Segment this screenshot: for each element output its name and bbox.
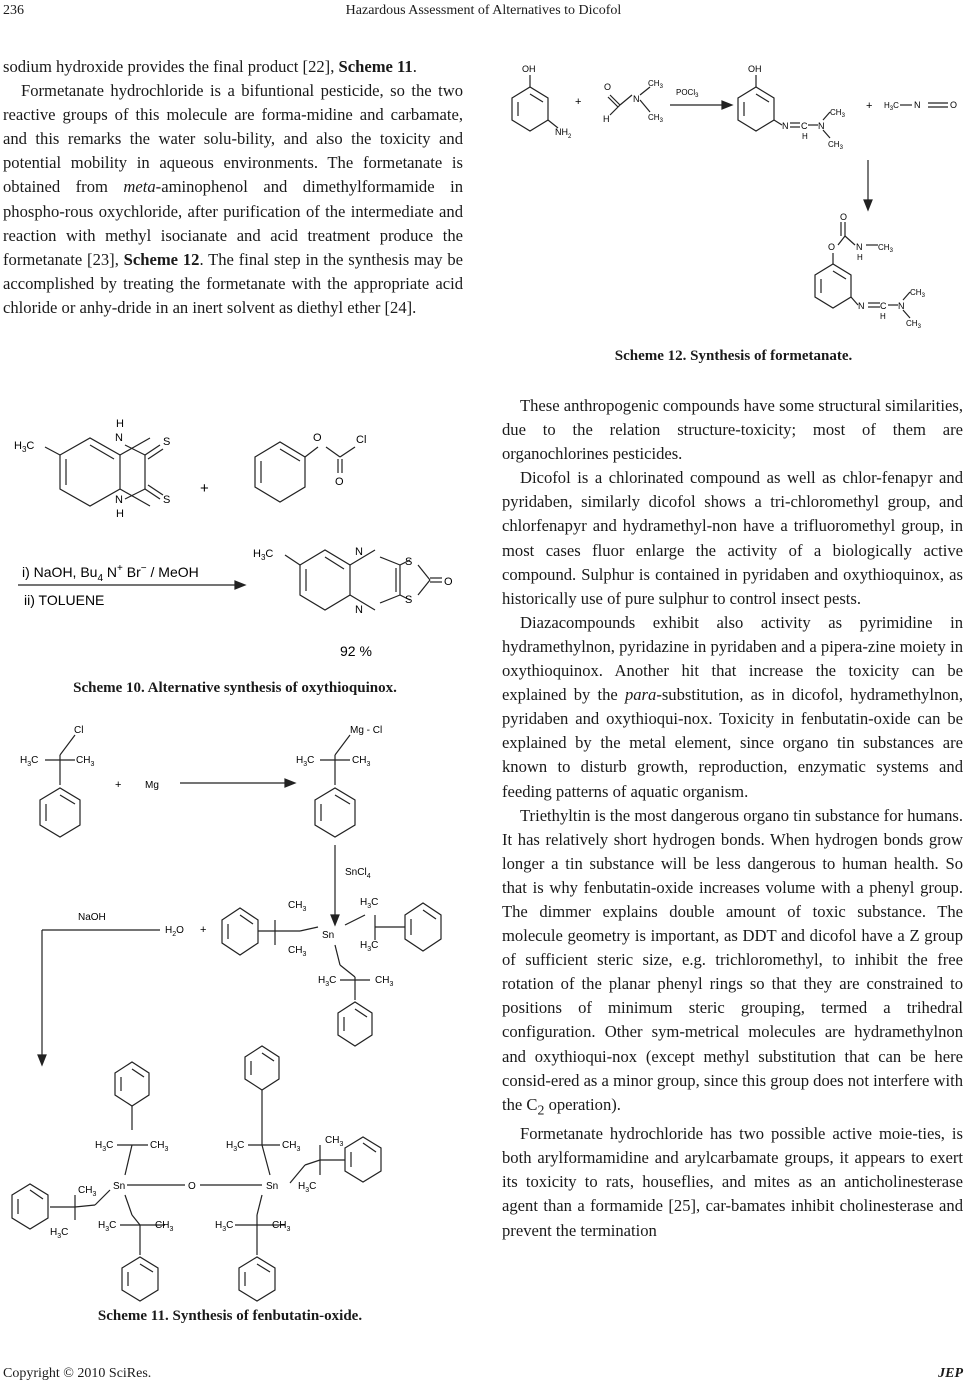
methyl-label: $CH_3$	[828, 140, 843, 151]
methyl-label: $H_3C$	[360, 897, 379, 910]
running-title: Hazardous Assessment of Alternatives to Dicofol	[345, 3, 622, 18]
text: Triethyltin is the most dangerous organo tin substance for humans. It has relatively short hydrogen bonds. When hydrogen bonds grow longer a tin substance will be less dangerous to human health. So that is why fenbutatin-oxide increases volume with a phenyl group. The dimmer explains double amount of toxic substance. The molecule geometry is important, as DDT and dicofol have a Z group of sufficient steric size, e.g. trichloromethyl, to inhibit the free rotation of the planar phenyl rings so that they are constrained to positions of minimum steric grouping, termed a trihedral configuration. Other sym-metrical molecules are hydramethylnon and oxythioqui-nox (except methyl substitution that can be here consid-ered as a minor group, since this group does not interfere with the C	[502, 805, 963, 1114]
atom-n: N	[633, 94, 640, 104]
magnesium-label: Mg	[145, 780, 159, 791]
methyl-label: $CH_3$	[288, 945, 307, 958]
atom-n: N	[818, 121, 825, 131]
text: . The final step in the synthesis may be accomplished by treating the formetanate with the appropriate acid chloride or anhy-dride in an inert solvent as diethyl ether [24].	[3, 249, 464, 317]
right-column-text	[502, 394, 963, 1243]
grignard-label: Mg - Cl	[350, 725, 383, 736]
text: -substitution, as in dicofol, hydramethylnon, pyridaben and oxythioqui-nox. Toxicity in fenbutatin-oxide can be explained by the metal element, since organo tin substances are known to disturb growth, reproduction, enzymatic systems and feeding patterns of aquatic organism.	[502, 685, 963, 801]
methyl-label: $H_3C$	[50, 1227, 69, 1240]
tin-label: Sn	[266, 1181, 279, 1192]
atom-s: S	[163, 494, 171, 506]
tin-label: Sn	[113, 1181, 126, 1192]
left-column-text	[3, 55, 463, 320]
atom-h: H	[802, 132, 808, 141]
atom-n: N	[858, 301, 865, 311]
atom-n: N	[115, 494, 123, 506]
atom-n: N	[355, 604, 363, 616]
paragraph	[502, 804, 963, 1123]
plus-sign: +	[115, 779, 122, 791]
atom-s: S	[163, 436, 171, 448]
paragraph	[3, 79, 463, 320]
subscript: 2	[537, 1102, 545, 1118]
methyl-label: $CH_3$	[155, 1220, 174, 1233]
tin-label: Sn	[322, 930, 335, 941]
methyl-label: $CH_3$	[830, 108, 845, 119]
text: -aminophenol and dimethylformamide in phospho-rous oxychloride, after purification of the intermediate and reaction with methyl isocianate and acid treatment produce the formetanate [23],	[3, 177, 463, 269]
atom-n: N	[914, 100, 921, 110]
methyl-label: $CH_3$	[352, 755, 371, 768]
text: operation).	[544, 1094, 621, 1114]
methyl-label: $H_3C$	[298, 1181, 317, 1194]
atom-s: S	[405, 556, 413, 568]
text: .	[412, 57, 417, 76]
scheme-12-figure	[500, 50, 967, 350]
paragraph	[3, 55, 463, 79]
atom-h: H	[880, 312, 886, 321]
reagent-naoh: NaOH	[78, 912, 106, 923]
atom-n: N	[355, 546, 363, 558]
paragraph	[502, 611, 963, 804]
plus-sign: +	[200, 480, 209, 497]
scheme-12-caption: Scheme 12. Synthesis of formetanate.	[614, 348, 853, 364]
methyl-label: $CH_3$	[150, 1140, 169, 1153]
reagent-water: $H_2O$	[165, 925, 184, 938]
methyl-label: $H_3C$	[253, 548, 274, 562]
reaction-arrow	[18, 581, 245, 589]
atom-h: H	[603, 114, 610, 124]
plus-sign: +	[866, 100, 873, 112]
methyl-label: $CH_3$	[288, 900, 307, 913]
methyl-label: $CH_3$	[282, 1140, 301, 1153]
text: Formetanate hydrochloride is a bifuntional pesticide, so the two reactive groups of this molecule are forma-midine and carbamate, and this remarks the water solu-bility, and also the toxicity and potential mobility in aqueous environments. The formetanate is obtained from	[3, 81, 463, 197]
methyl-label: $CH_3$	[906, 319, 921, 330]
hydroxyl-label: OH	[522, 64, 536, 74]
page-footer	[3, 1366, 963, 1382]
scheme-11-figure	[0, 715, 480, 1325]
atom-s: S	[405, 594, 413, 606]
methyl-label: $H_3C$	[226, 1140, 245, 1153]
methyl-label: $H_3C$	[215, 1220, 234, 1233]
atom-n: N	[898, 301, 905, 311]
atom-n: N	[115, 432, 123, 444]
scheme-10-figure	[0, 405, 480, 695]
atom-o: O	[840, 212, 848, 222]
reagent-pocl3: POCl$_3$	[676, 88, 699, 99]
reaction-condition-1: i) NaOH, $Bu_4$ N+ Br− / MeOH	[22, 563, 199, 584]
methyl-label: $H_3C$	[14, 440, 35, 454]
page-number: 236	[3, 3, 24, 18]
paragraph: Dicofol is a chlorinated compound as well as chlor-fenapyr and pyridaben, similarly dicofol shows a tri-chloromethyl group, and chlorfenapyr and hydramethyl-non have a trifluoromethyl group, in most cases fluor enlarge the activity of a biologically active compound. Sulphur is contained in pyridaben and oxythioquinox, as historically use of pure sulphur to control insect pests.	[502, 468, 963, 608]
atom-c: C	[801, 121, 808, 131]
methyl-label: $H_3C$	[318, 975, 337, 988]
methyl-label: $CH_3$	[325, 1135, 344, 1148]
paragraph: Formetanate hydrochloride has two possible active moie-ties, is both arylformamidine and arylcarbamate groups, it appears to exert its toxicity to rats, houseflies, and mites as an anticholinesterase agent than a formamide [25], car-bamates inhibit cholinesterase and prevent the termination	[502, 1124, 963, 1240]
methyl-label: $CH_3$	[648, 79, 663, 90]
text: Diazacompounds exhibit also activity as pyrimidine in hydramethylnon, pyridazine in pyridaben and a pipera-zine moiety in oxythioquinox. Another hit that increase the toxicity can be explained by the	[502, 612, 963, 705]
hydroxyl-label: OH	[748, 64, 762, 74]
reagent-sncl4: SnCl$_4$	[345, 867, 371, 880]
plus-sign: +	[200, 924, 207, 936]
methyl-label: $CH_3$	[78, 1185, 97, 1198]
text: sodium hydroxide provides the final product [22],	[3, 57, 339, 76]
methyl-label: $CH_3$	[76, 755, 95, 768]
atom-o: O	[604, 82, 612, 92]
methyl-label: $CH_3$	[878, 243, 893, 254]
methyl-label: $CH_3$	[910, 288, 925, 299]
atom-h: H	[116, 418, 124, 430]
journal-name: JEP	[938, 1366, 963, 1381]
scheme-10-caption: Scheme 10. Alternative synthesis of oxythioquinox.	[73, 680, 397, 696]
scheme-ref: Scheme 11	[338, 57, 413, 76]
methyl-label: $H_3C$	[95, 1140, 114, 1153]
atom-n: N	[782, 121, 789, 131]
atom-o: O	[335, 476, 344, 488]
atom-o: O	[828, 242, 836, 252]
scheme-11-caption: Scheme 11. Synthesis of fenbutatin-oxide.	[97, 1308, 363, 1324]
italic-text: meta	[123, 177, 156, 197]
atom-c: C	[880, 301, 887, 311]
atom-n: N	[856, 242, 863, 252]
methyl-label: $H_3C$	[20, 755, 39, 768]
atom-h: H	[116, 508, 124, 520]
scheme-ref: Scheme 12	[123, 249, 200, 269]
methyl-label: $H_3C$	[360, 940, 379, 953]
atom-o: O	[444, 576, 453, 588]
plus-sign: +	[575, 96, 582, 108]
reaction-condition-2: ii) TOLUENE	[24, 592, 105, 608]
atom-o: O	[950, 100, 958, 110]
atom-cl: Cl	[74, 725, 84, 736]
methyl-label: $H_3C$	[884, 101, 899, 112]
amine-label: $NH_2$	[555, 127, 572, 140]
methyl-label: $CH_3$	[272, 1220, 291, 1233]
methyl-label: $H_3C$	[98, 1220, 117, 1233]
yield: 92 %	[340, 643, 372, 659]
italic-text: para	[624, 685, 657, 705]
methyl-label: $H_3C$	[296, 755, 315, 768]
methyl-label: $CH_3$	[375, 975, 394, 988]
methyl-label: $CH_3$	[648, 113, 663, 124]
page-header	[0, 3, 967, 23]
copyright: Copyright © 2010 SciRes.	[3, 1366, 152, 1381]
atom-h: H	[857, 253, 863, 262]
oxygen-label: O	[188, 1181, 196, 1192]
atom-o: O	[313, 432, 322, 444]
paragraph: These anthropogenic compounds have some structural similarities, due to the relation structure-toxicity; most of them are organochlorines pesticides.	[502, 396, 963, 464]
atom-cl: Cl	[356, 434, 367, 446]
